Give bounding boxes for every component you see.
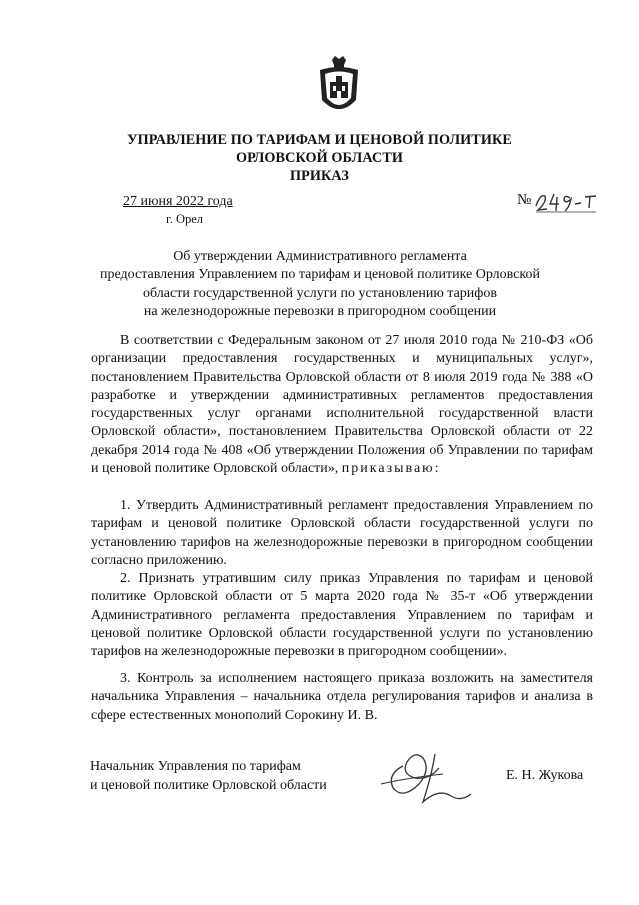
signatory-position [90,758,327,795]
title-line: области государственной услуги по установлению тарифов [143,285,497,301]
handwritten-signature [373,744,473,812]
preamble-text: В соответствии с Федеральным законом от 27 июля 2010 года № 210-ФЗ «Об организации предоставления государственных и муниципальных услуг», постановлением Правительства Орловской области от 8 июля 2019 года № 388 «О разработке и утверждении административных регламентов предоставления государственных услуг органами исполнительной государственной власти Орловской области», постановлением Правительства Орловской области от 22 декабря 2014 года № 408 «Об утверждении Положения об Управлении по тарифам и ценовой политике Орловской области», [91,333,593,477]
signatory-position-line: Начальник Управления по тарифам [90,759,301,774]
signatory-name: Е. Н. Жукова [506,768,584,783]
order-item-1: 1. Утвердить Административный регламент предоставления Управлением по тарифам и ценовой политике Орловской области государственной услуги по установлению тарифов на железнодорожные перевозки в пригородном сообщении согласно приложению. [91,498,593,568]
order-date: 27 июня 2022 года [123,194,233,209]
order-city: г. Орел [166,212,204,226]
document-title [80,248,560,321]
title-line: на железнодорожные перевозки в пригородном сообщении [143,303,497,319]
order-word: приказываю: [341,461,441,477]
signatory-position-line: и ценовой политике Орловской области [90,777,327,793]
title-line: Об утверждении Административного регламента [173,249,467,264]
preamble-paragraph [91,332,593,478]
handwritten-order-number [534,188,598,214]
order-heading: ПРИКАЗ [289,168,349,184]
order-number-label: № [517,192,532,208]
order-item-3: 3. Контроль за исполнением настоящего приказа возложить на заместителя начальника Управления – начальника отдела регулирования тарифов и анализа в сфере естественных монополий Сорокину И. В. [91,671,593,723]
orel-coat-of-arms-icon [316,56,362,118]
title-line: предоставления Управлением по тарифам и ценовой политике Орловской [100,267,540,283]
order-item-2: 2. Признать утратившим силу приказ Управления по тарифам и ценовой политике Орловской области от 5 марта 2020 года № 35-т «Об утверждении Административного регламента предоставления Управлением по тарифам и ценовой политике Орловской области государственной услуги по установлению тарифов на железнодорожные перевозки в пригородном сообщении». [91,571,593,660]
header-title-line-1: УПРАВЛЕНИЕ ПО ТАРИФАМ И ЦЕНОВОЙ ПОЛИТИКЕ [127,132,512,148]
header-title-line-2: ОРЛОВСКОЙ ОБЛАСТИ [235,150,404,166]
